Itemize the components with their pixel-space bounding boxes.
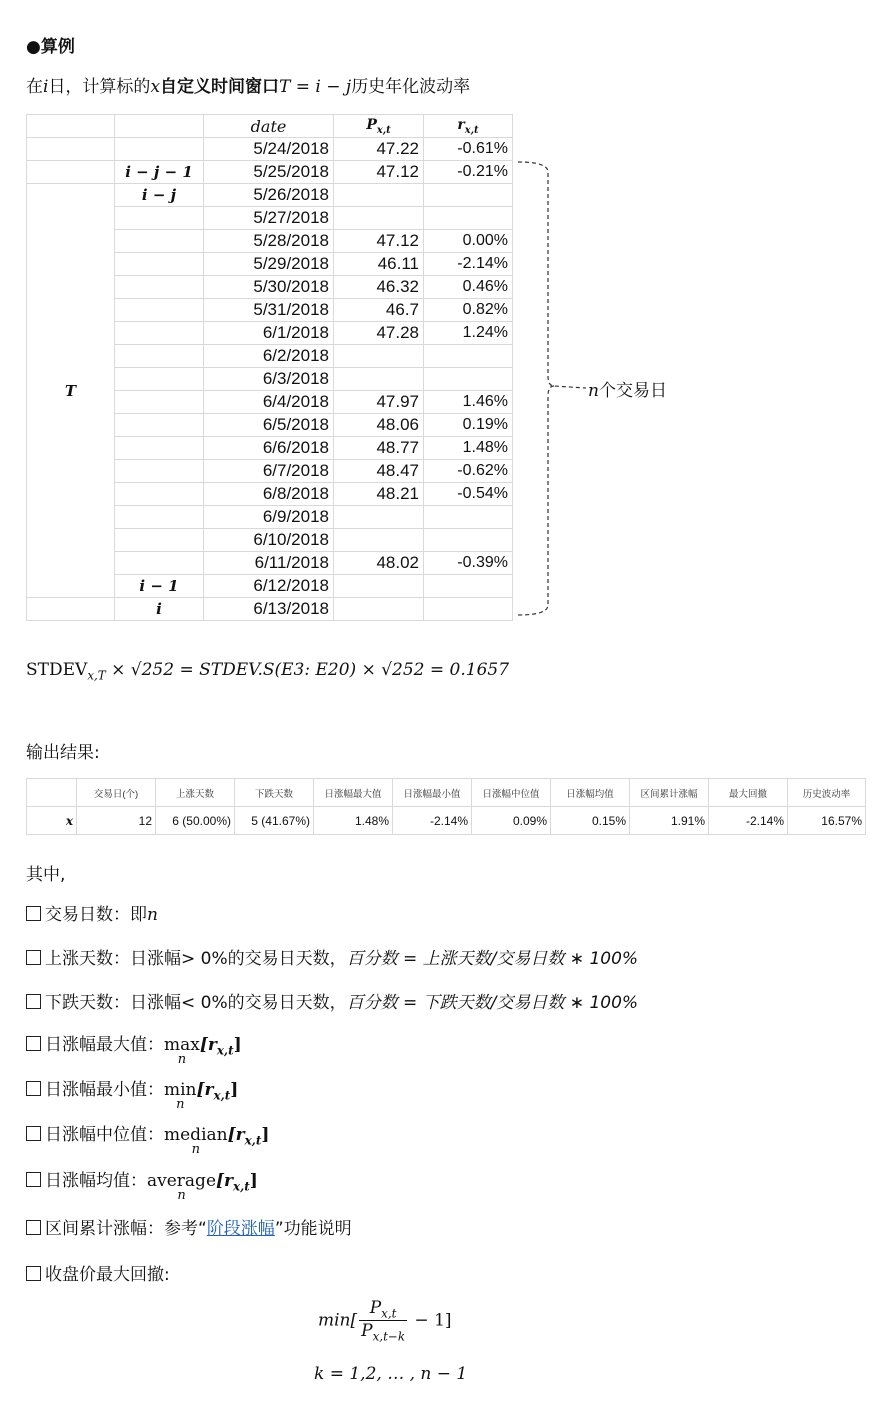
intro-var-x: x (150, 77, 161, 97)
date-cell: 6/8/2018 (204, 483, 334, 506)
row-marker (115, 322, 204, 345)
def-min (26, 1075, 239, 1112)
row-marker (115, 253, 204, 276)
summary-value-cell: 0.15% (551, 807, 630, 835)
date-cell: 6/11/2018 (204, 552, 334, 575)
summary-header-cell: 上涨天数 (156, 779, 235, 807)
header-price (334, 115, 424, 138)
return-cell: 0.82% (424, 299, 513, 322)
price-cell: 47.28 (334, 322, 424, 345)
date-cell: 5/26/2018 (204, 184, 334, 207)
price-cell: 47.12 (334, 161, 424, 184)
fn-sub: n (177, 1188, 186, 1203)
header-price-sub: x,t (376, 124, 391, 136)
def-drawdown (26, 1260, 170, 1285)
return-cell (424, 207, 513, 230)
date-cell: 6/9/2018 (204, 506, 334, 529)
price-cell (334, 345, 424, 368)
date-cell: 6/12/2018 (204, 575, 334, 598)
summary-header-cell: 日涨幅最小值 (393, 779, 472, 807)
summary-value-cell: -2.14% (393, 807, 472, 835)
fn-arg: [r (216, 1171, 234, 1191)
price-cell: 46.32 (334, 276, 424, 299)
price-cell (334, 575, 424, 598)
fn-sub: n (177, 1052, 187, 1067)
date-cell: 5/28/2018 (204, 230, 334, 253)
stdev-rest: × √252 = STDEV.S(E3: E20) × √252 = 0.1657 (105, 660, 510, 680)
row-marker: i (115, 598, 204, 621)
def-text: 即 (130, 905, 147, 925)
fn-name: average (147, 1171, 217, 1191)
den-sub: x,t−k (372, 1329, 406, 1344)
brace-label (588, 376, 667, 401)
checkbox-icon (26, 906, 41, 921)
fn-arg-sub: x,t (244, 1133, 262, 1148)
price-cell (334, 598, 424, 621)
price-cell: 48.06 (334, 414, 424, 437)
intro-formula: T = i − j (279, 77, 352, 97)
return-cell: -0.54% (424, 483, 513, 506)
def-post: ”功能说明 (274, 1219, 352, 1239)
def-up-days (26, 944, 638, 969)
date-cell: 6/7/2018 (204, 460, 334, 483)
formula-num (359, 1298, 407, 1321)
def-formula: 百分数 = 上涨天数/交易日数 ∗ 100% (346, 949, 639, 969)
intro-post: 历史年化波动率 (351, 77, 471, 97)
def-pre: 参考“ (164, 1219, 207, 1239)
summary-value-cell: 16.57% (788, 807, 866, 835)
formula-fn: min[ (318, 1310, 358, 1331)
intro-bold: 自定义时间窗口 (160, 77, 280, 97)
summary-header-cell: 日涨幅最大值 (314, 779, 393, 807)
row-marker (115, 230, 204, 253)
summary-header-cell (27, 779, 77, 807)
checkbox-icon (26, 994, 41, 1009)
checkbox-icon (26, 950, 41, 965)
formula-tail: − 1] (409, 1310, 452, 1331)
row-marker (115, 138, 204, 161)
return-cell: 0.19% (424, 414, 513, 437)
fn-arg-close: ] (233, 1035, 242, 1055)
price-cell: 47.97 (334, 391, 424, 414)
price-cell (334, 184, 424, 207)
summary-header-cell: 最大回撤 (709, 779, 788, 807)
date-cell: 6/10/2018 (204, 529, 334, 552)
summary-header-cell: 交易日(个) (77, 779, 156, 807)
checkbox-icon (26, 1081, 41, 1096)
fn-arg: [r (199, 1035, 217, 1055)
row-marker (115, 506, 204, 529)
stage-gain-link[interactable]: 阶段涨幅 (206, 1219, 275, 1239)
den-sym: P (361, 1321, 373, 1342)
price-cell: 47.22 (334, 138, 424, 161)
brace-label-text: 个交易日 (598, 381, 667, 401)
header-return-sub: x,t (464, 124, 479, 136)
date-cell: 5/29/2018 (204, 253, 334, 276)
drawdown-formula (318, 1298, 452, 1344)
def-down-days (26, 988, 638, 1013)
blank-cell (27, 161, 115, 184)
return-cell: -0.21% (424, 161, 513, 184)
def-label: 交易日数： (45, 905, 130, 925)
median-fn (164, 1125, 228, 1157)
summary-row-label: x (27, 807, 77, 835)
checkbox-icon (26, 1036, 41, 1051)
date-cell: 6/13/2018 (204, 598, 334, 621)
def-text: 日涨幅> 0%的交易日天数， (130, 949, 347, 969)
stdev-fn: STDEV (26, 660, 88, 680)
def-label: 日涨幅最小值： (45, 1080, 164, 1100)
output-label: 输出结果: (26, 743, 100, 763)
row-marker: i − 1 (115, 575, 204, 598)
return-cell: -0.39% (424, 552, 513, 575)
def-formula: 百分数 = 下跌天数/交易日数 ∗ 100% (346, 993, 639, 1013)
checkbox-icon (26, 1172, 41, 1187)
row-marker (115, 276, 204, 299)
def-cumulative (26, 1214, 352, 1239)
table-row (27, 598, 513, 621)
row-marker (115, 483, 204, 506)
average-fn (147, 1171, 217, 1203)
brace-label-n: n (588, 381, 599, 401)
return-cell (424, 529, 513, 552)
price-cell: 48.21 (334, 483, 424, 506)
stdev-formula (26, 660, 509, 682)
summary-header-row (27, 779, 866, 807)
stdev-sub: x,T (87, 668, 106, 683)
among-label: 其中, (26, 865, 66, 885)
return-cell: -0.62% (424, 460, 513, 483)
row-marker (115, 299, 204, 322)
def-trading-days (26, 900, 158, 925)
table-row (27, 184, 513, 207)
return-cell (424, 598, 513, 621)
formula-fraction (359, 1298, 407, 1344)
price-cell (334, 506, 424, 529)
date-cell: 5/25/2018 (204, 161, 334, 184)
fn-arg: [r (196, 1080, 214, 1100)
return-cell (424, 368, 513, 391)
summary-value-cell: 5 (41.67%) (235, 807, 314, 835)
row-marker (115, 391, 204, 414)
summary-table (26, 778, 866, 835)
return-cell: 0.46% (424, 276, 513, 299)
row-marker: i − j (115, 184, 204, 207)
price-cell: 48.77 (334, 437, 424, 460)
summary-header-cell: 日涨幅中位值 (472, 779, 551, 807)
row-marker (115, 345, 204, 368)
row-marker: i − j − 1 (115, 161, 204, 184)
min-fn (164, 1080, 197, 1112)
return-cell: -0.61% (424, 138, 513, 161)
intro-var-i: i (43, 77, 49, 97)
blank-cell (27, 138, 115, 161)
fn-arg-close: ] (230, 1080, 239, 1100)
def-label: 区间累计涨幅： (45, 1219, 164, 1239)
intro-text (26, 72, 470, 97)
return-cell (424, 506, 513, 529)
row-marker (115, 207, 204, 230)
fn-arg-sub: x,t (216, 1043, 234, 1058)
fn-sub: n (176, 1097, 185, 1112)
num-sym: P (369, 1298, 382, 1318)
def-label: 上涨天数： (45, 949, 130, 969)
summary-value-cell: 1.91% (630, 807, 709, 835)
return-cell: 0.00% (424, 230, 513, 253)
date-cell: 5/27/2018 (204, 207, 334, 230)
n-days-brace (514, 150, 594, 620)
header-date: date (204, 115, 334, 138)
price-cell: 46.7 (334, 299, 424, 322)
checkbox-icon (26, 1126, 41, 1141)
window-T-label: T (27, 184, 115, 598)
price-cell (334, 207, 424, 230)
date-cell: 6/2/2018 (204, 345, 334, 368)
def-label: 日涨幅均值： (45, 1171, 147, 1191)
summary-header-cell: 区间累计涨幅 (630, 779, 709, 807)
checkbox-icon (26, 1266, 41, 1281)
def-average (26, 1166, 258, 1203)
row-marker (115, 414, 204, 437)
def-label: 日涨幅中位值： (45, 1125, 164, 1145)
summary-value-row (27, 807, 866, 835)
price-cell: 48.02 (334, 552, 424, 575)
fn-arg-sub: x,t (213, 1088, 231, 1103)
return-cell: -2.14% (424, 253, 513, 276)
price-table (26, 114, 513, 621)
row-marker (115, 552, 204, 575)
def-label: 下跌天数： (45, 993, 130, 1013)
row-marker (115, 460, 204, 483)
summary-header-cell: 下跌天数 (235, 779, 314, 807)
price-cell (334, 529, 424, 552)
header-blank-2 (115, 115, 204, 138)
def-max (26, 1030, 242, 1067)
formula-den (359, 1321, 407, 1343)
header-return-sym: r (457, 116, 465, 133)
fn-arg-close: ] (249, 1171, 258, 1191)
price-cell (334, 368, 424, 391)
table-row (27, 138, 513, 161)
section-heading: ●算例 (26, 37, 75, 57)
return-cell (424, 345, 513, 368)
date-cell: 6/5/2018 (204, 414, 334, 437)
summary-value-cell: 12 (77, 807, 156, 835)
date-cell: 6/1/2018 (204, 322, 334, 345)
max-fn (164, 1035, 200, 1067)
fn-sub: n (191, 1142, 200, 1157)
table-row (27, 161, 513, 184)
price-cell: 48.47 (334, 460, 424, 483)
summary-value-cell: 0.09% (472, 807, 551, 835)
summary-value-cell: 1.48% (314, 807, 393, 835)
price-cell: 47.12 (334, 230, 424, 253)
intro-mid: 日，计算标的 (48, 77, 151, 97)
date-cell: 5/24/2018 (204, 138, 334, 161)
fn-name: median (164, 1125, 228, 1145)
date-cell: 5/30/2018 (204, 276, 334, 299)
date-cell: 6/4/2018 (204, 391, 334, 414)
date-cell: 6/6/2018 (204, 437, 334, 460)
header-return (424, 115, 513, 138)
fn-arg-close: ] (261, 1125, 270, 1145)
summary-header-cell: 历史波动率 (788, 779, 866, 807)
k-range: k = 1,2, … , n − 1 (314, 1364, 468, 1384)
num-sub: x,t (381, 1306, 397, 1321)
date-cell: 6/3/2018 (204, 368, 334, 391)
date-cell: 5/31/2018 (204, 299, 334, 322)
fn-arg: [r (227, 1125, 245, 1145)
summary-value-cell: 6 (50.00%) (156, 807, 235, 835)
return-cell: 1.48% (424, 437, 513, 460)
def-label: 收盘价最大回撤: (45, 1265, 170, 1285)
def-label: 日涨幅最大值： (45, 1035, 164, 1055)
row-marker (115, 437, 204, 460)
def-var: n (147, 905, 158, 925)
row-marker (115, 368, 204, 391)
blank-cell (27, 598, 115, 621)
return-cell (424, 184, 513, 207)
return-cell: 1.24% (424, 322, 513, 345)
fn-name: max (164, 1035, 200, 1055)
header-price-sym: P (366, 116, 377, 133)
def-median (26, 1120, 270, 1157)
header-blank-1 (27, 115, 115, 138)
return-cell: 1.46% (424, 391, 513, 414)
summary-header-cell: 日涨幅均值 (551, 779, 630, 807)
fn-arg-sub: x,t (233, 1179, 250, 1194)
checkbox-icon (26, 1220, 41, 1235)
fn-name: min (164, 1080, 197, 1100)
price-cell: 46.11 (334, 253, 424, 276)
return-cell (424, 575, 513, 598)
intro-pre: 在 (26, 77, 43, 97)
table-header-row (27, 115, 513, 138)
row-marker (115, 529, 204, 552)
summary-value-cell: -2.14% (709, 807, 788, 835)
def-text: 日涨幅< 0%的交易日天数， (130, 993, 347, 1013)
